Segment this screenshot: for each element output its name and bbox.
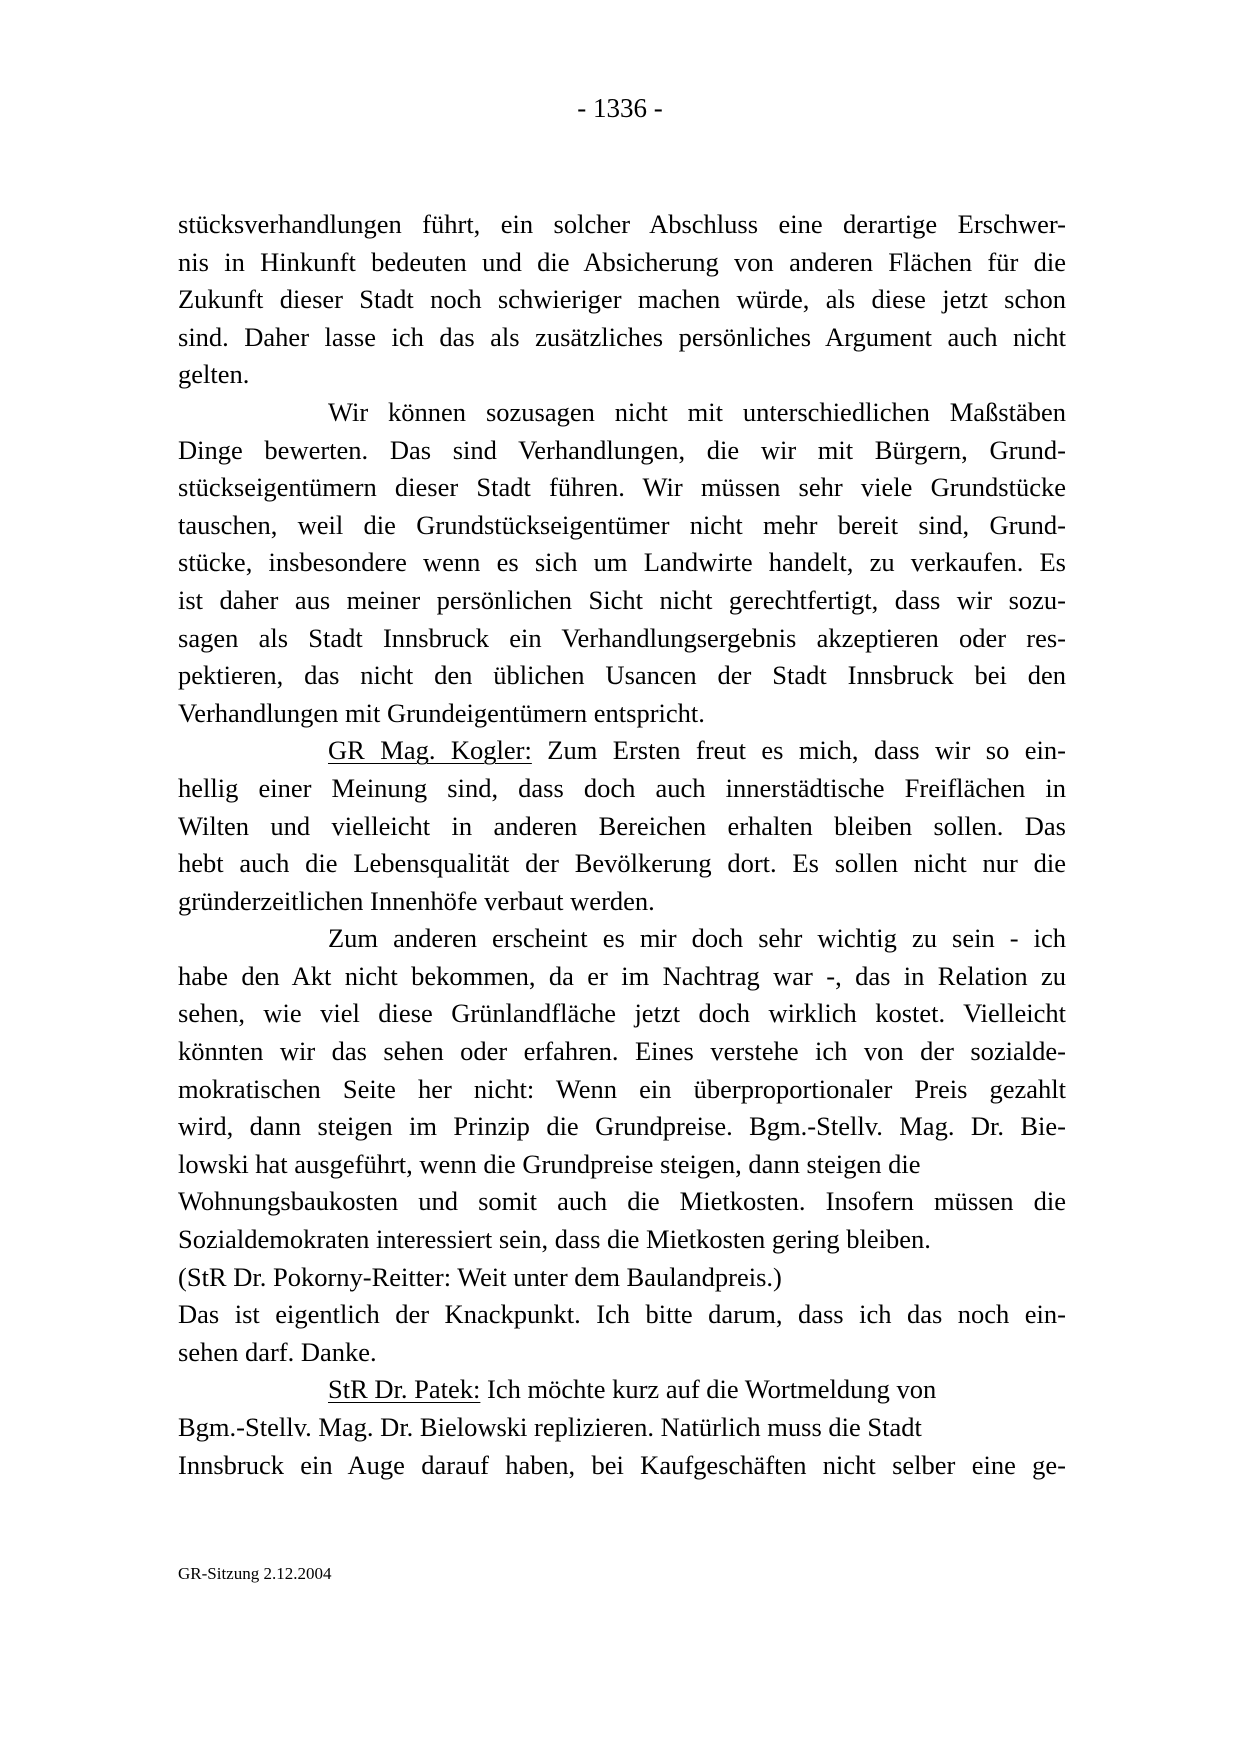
speaker-line bbox=[178, 1371, 1066, 1409]
text-line: Bgm.-Stellv. Mag. Dr. Bielowski replizieren. Natürlich muss die Stadt bbox=[178, 1412, 922, 1442]
text-line: stücke, insbesondere wenn es sich um Landwirte handelt, zu verkaufen. Es bbox=[178, 547, 1066, 578]
text-line: Sozialdemokraten interessiert sein, dass die Mietkosten gering bleiben. bbox=[178, 1224, 931, 1255]
text-line: stückseigentümern dieser Stadt führen. Wir müssen sehr viele Grundstücke bbox=[178, 472, 1066, 503]
text-line: sind. Daher lasse ich das als zusätzliches persönliches Argument auch nicht bbox=[178, 321, 1066, 352]
text-line: gelten. bbox=[178, 359, 250, 390]
speaker-text: Ich möchte kurz auf die Wortmeldung von bbox=[480, 1374, 937, 1405]
text-line: könnten wir das sehen oder erfahren. Eines verstehe ich von der sozialde- bbox=[178, 1036, 1066, 1067]
text-line: pektieren, das nicht den üblichen Usancen der Stadt Innsbruck bei den bbox=[178, 660, 1066, 691]
speaker-name-patek: StR Dr. Patek: bbox=[328, 1374, 481, 1405]
text-line: Zum anderen erscheint es mir doch sehr wichtig zu sein - ich bbox=[328, 923, 1066, 954]
text-line: mokratischen Seite her nicht: Wenn ein überproportionaler Preis gezahlt bbox=[178, 1073, 1066, 1104]
text-line: gründerzeitlichen Innenhöfe verbaut werden. bbox=[178, 885, 655, 916]
interjection: (StR Dr. Pokorny-Reitter: Weit unter dem Baulandpreis.) bbox=[178, 1261, 782, 1292]
speaker-line bbox=[178, 732, 1066, 770]
text-line: wird, dann steigen im Prinzip die Grundpreise. Bgm.-Stellv. Mag. Dr. Bie- bbox=[178, 1111, 1066, 1142]
text-line: Dinge bewerten. Das sind Verhandlungen, die wir mit Bürgern, Grund- bbox=[178, 434, 1066, 465]
text-line: hebt auch die Lebensqualität der Bevölkerung dort. Es sollen nicht nur die bbox=[178, 848, 1066, 879]
speaker-name-kogler: GR Mag. Kogler: bbox=[328, 735, 532, 766]
text-line: Wohnungsbaukosten und somit auch die Mietkosten. Insofern müssen die bbox=[178, 1186, 1066, 1217]
text-line: Das ist eigentlich der Knackpunkt. Ich bitte darum, dass ich das noch ein- bbox=[178, 1299, 1066, 1330]
text-line: Wir können sozusagen nicht mit unterschiedlichen Maßstäben bbox=[328, 396, 1066, 427]
text-line: Verhandlungen mit Grundeigentümern entspricht. bbox=[178, 697, 705, 728]
text-line: stücksverhandlungen führt, ein solcher Abschluss eine derartige Erschwer- bbox=[178, 209, 1066, 239]
text-line: Zukunft dieser Stadt noch schwieriger machen würde, als diese jetzt schon bbox=[178, 284, 1066, 315]
text-line: habe den Akt nicht bekommen, da er im Nachtrag war -, das in Relation zu bbox=[178, 960, 1066, 991]
text-line: ist daher aus meiner persönlichen Sicht nicht gerechtfertigt, dass wir sozu- bbox=[178, 584, 1066, 615]
text-line: Wilten und vielleicht in anderen Bereichen erhalten bleiben sollen. Das bbox=[178, 810, 1066, 841]
text-line: Innsbruck ein Auge darauf haben, bei Kaufgeschäften nicht selber eine ge- bbox=[178, 1449, 1066, 1480]
text-line: sehen, wie viel diese Grünlandfläche jetzt doch wirklich kostet. Vielleicht bbox=[178, 998, 1066, 1029]
page-number: - 1336 - bbox=[577, 93, 663, 123]
text-line: nis in Hinkunft bedeuten und die Absicherung von anderen Flächen für die bbox=[178, 246, 1066, 277]
text-line: tauschen, weil die Grundstückseigentümer nicht mehr bereit sind, Grund- bbox=[178, 509, 1066, 540]
text-line: lowski hat ausgeführt, wenn die Grundpreise steigen, dann steigen die bbox=[178, 1148, 921, 1179]
text-line: sehen darf. Danke. bbox=[178, 1336, 377, 1367]
document-body bbox=[178, 206, 1066, 1484]
text-line: hellig einer Meinung sind, dass doch auch innerstädtische Freiflächen in bbox=[178, 772, 1066, 803]
footer-session-date: GR-Sitzung 2.12.2004 bbox=[178, 1564, 332, 1583]
speaker-text: Zum Ersten freut es mich, dass wir so ein- bbox=[531, 735, 1066, 766]
text-line: sagen als Stadt Innsbruck ein Verhandlungsergebnis akzeptieren oder res- bbox=[178, 622, 1066, 653]
